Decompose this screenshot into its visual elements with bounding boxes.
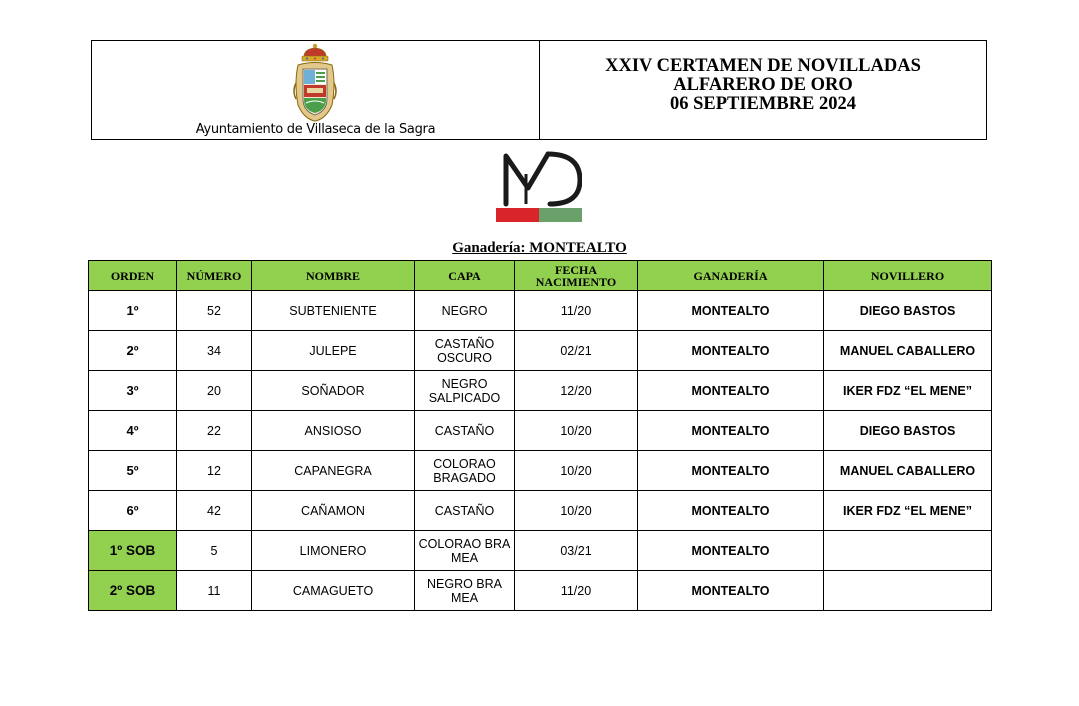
cell-novillero: IKER FDZ “EL MENE” (824, 371, 992, 411)
document-header (91, 40, 987, 140)
cell-nombre: SOÑADOR (252, 371, 415, 411)
table-row (89, 331, 992, 371)
cell-nombre: JULEPE (252, 331, 415, 371)
cell-orden: 6º (89, 491, 177, 531)
table-row (89, 491, 992, 531)
cell-numero: 11 (177, 571, 252, 611)
cell-orden: 4º (89, 411, 177, 451)
column-header-orden: ORDEN (89, 261, 177, 291)
header-right-cell (540, 41, 986, 139)
bull-list-table (88, 260, 992, 611)
cell-orden: 1º SOB (89, 531, 177, 571)
cell-ganaderia: MONTEALTO (638, 451, 824, 491)
cell-numero: 52 (177, 291, 252, 331)
cell-capa: NEGRO BRA MEA (415, 571, 515, 611)
cell-novillero: IKER FDZ “EL MENE” (824, 491, 992, 531)
cell-numero: 20 (177, 371, 252, 411)
cell-nombre: CAMAGUETO (252, 571, 415, 611)
cell-nombre: ANSIOSO (252, 411, 415, 451)
table-row (89, 571, 992, 611)
coat-of-arms-icon (290, 43, 340, 123)
cell-nombre: LIMONERO (252, 531, 415, 571)
table-row (89, 291, 992, 331)
ayuntamiento-name: Ayuntamiento de Villaseca de la Sagra (195, 122, 436, 137)
table-row (89, 371, 992, 411)
cell-novillero (824, 571, 992, 611)
cell-novillero (824, 531, 992, 571)
table-header-row (89, 261, 992, 291)
cell-orden: 3º (89, 371, 177, 411)
cell-ganaderia: MONTEALTO (638, 531, 824, 571)
cell-orden: 5º (89, 451, 177, 491)
cell-fecha: 10/20 (515, 491, 638, 531)
cell-novillero: MANUEL CABALLERO (824, 451, 992, 491)
cell-numero: 22 (177, 411, 252, 451)
column-header-fecha: FECHA NACIMIENTO (515, 261, 638, 291)
cell-fecha: 12/20 (515, 371, 638, 411)
column-header-nombre: NOMBRE (252, 261, 415, 291)
cell-numero: 34 (177, 331, 252, 371)
cell-numero: 12 (177, 451, 252, 491)
cell-numero: 42 (177, 491, 252, 531)
table-row (89, 531, 992, 571)
cell-numero: 5 (177, 531, 252, 571)
cell-fecha: 10/20 (515, 451, 638, 491)
ganaderia-title: Ganadería: MONTEALTO (452, 240, 627, 256)
cell-ganaderia: MONTEALTO (638, 491, 824, 531)
cell-novillero: DIEGO BASTOS (824, 411, 992, 451)
cell-novillero: MANUEL CABALLERO (824, 331, 992, 371)
cell-nombre: CAPANEGRA (252, 451, 415, 491)
cell-capa: COLORAO BRA MEA (415, 531, 515, 571)
cell-novillero: DIEGO BASTOS (824, 291, 992, 331)
cell-nombre: SUBTENIENTE (252, 291, 415, 331)
cell-orden: 2º SOB (89, 571, 177, 611)
table-row (89, 411, 992, 451)
cell-capa: NEGRO SALPICADO (415, 371, 515, 411)
cell-fecha: 11/20 (515, 291, 638, 331)
column-header-novillero: NOVILLERO (824, 261, 992, 291)
cell-fecha: 10/20 (515, 411, 638, 451)
cell-capa: CASTAÑO (415, 491, 515, 531)
cell-capa: COLORAO BRAGADO (415, 451, 515, 491)
cell-ganaderia: MONTEALTO (638, 571, 824, 611)
cell-fecha: 11/20 (515, 571, 638, 611)
cell-orden: 1º (89, 291, 177, 331)
cell-ganaderia: MONTEALTO (638, 411, 824, 451)
cell-ganaderia: MONTEALTO (638, 291, 824, 331)
event-title-line-2: ALFARERO DE ORO (673, 74, 853, 95)
column-header-ganaderia: GANADERÍA (638, 261, 824, 291)
event-title-line-1: XXIV CERTAMEN DE NOVILLADAS (605, 55, 921, 76)
md-ganaderia-logo-icon (496, 148, 582, 224)
cell-capa: CASTAÑO OSCURO (415, 331, 515, 371)
column-header-capa: CAPA (415, 261, 515, 291)
event-date: 06 SEPTIEMBRE 2024 (669, 93, 857, 114)
table-row (89, 451, 992, 491)
column-header-numero: NÚMERO (177, 261, 252, 291)
cell-capa: NEGRO (415, 291, 515, 331)
cell-fecha: 03/21 (515, 531, 638, 571)
cell-nombre: CAÑAMON (252, 491, 415, 531)
cell-ganaderia: MONTEALTO (638, 371, 824, 411)
cell-fecha: 02/21 (515, 331, 638, 371)
cell-ganaderia: MONTEALTO (638, 331, 824, 371)
header-left-cell (92, 41, 540, 139)
cell-capa: CASTAÑO (415, 411, 515, 451)
cell-orden: 2º (89, 331, 177, 371)
